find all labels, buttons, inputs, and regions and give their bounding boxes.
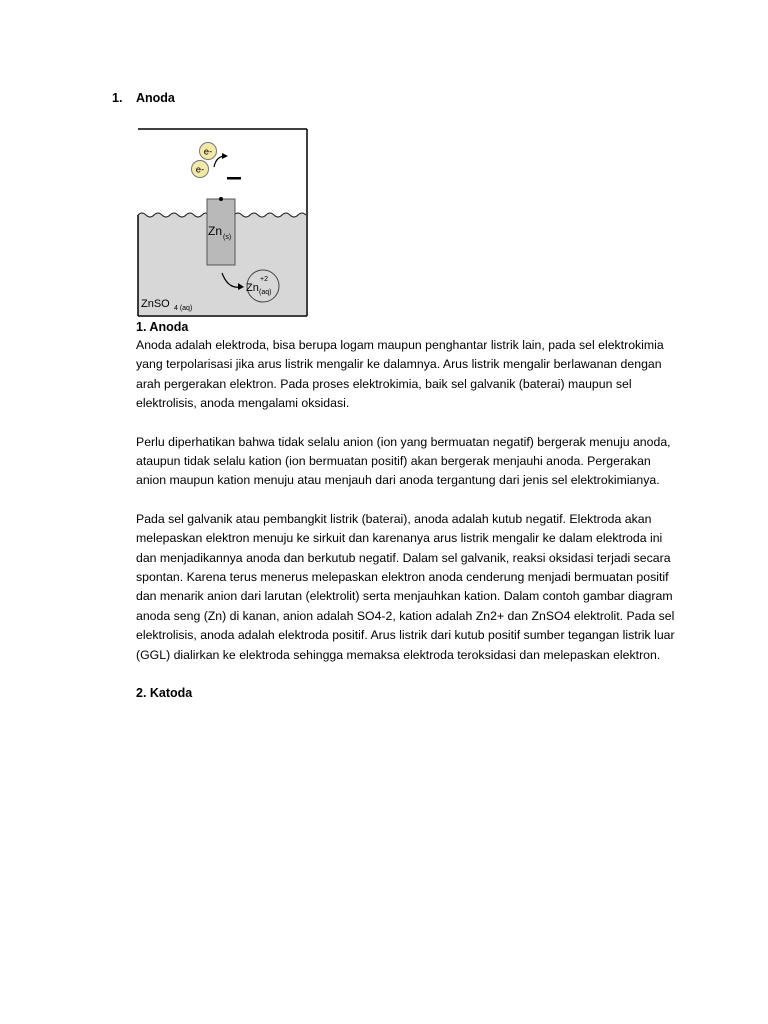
anode-diagram <box>136 127 310 317</box>
section-heading-katoda: 2. Katoda <box>136 686 193 700</box>
electron-arrowhead-icon <box>222 153 228 159</box>
paragraph: Perlu diperhatikan bahwa tidak selalu anion (ion yang bermuatan negatif) bergerak menuju anoda, ataupun tidak selalu kation (ion bermuatan positif) akan bergerak menjauhi anoda. Pergerakan anion maupun kation menuju atau menjauh dari anoda tergantung dari jenis sel elektrokimianya. <box>136 434 671 488</box>
ion-superscript: +2 <box>260 276 268 283</box>
electrode-label: Zn <box>208 224 223 238</box>
minus-sign-icon <box>227 177 241 180</box>
electrode-terminal <box>219 197 223 201</box>
electrode-subscript: (s) <box>223 234 232 241</box>
electron-bottom-label: e- <box>195 164 205 176</box>
ion-label: Zn <box>246 282 259 294</box>
solution-label: ZnSO <box>141 298 170 310</box>
solution-subscript: 4 (aq) <box>174 305 193 312</box>
list-heading-anoda <box>112 91 175 105</box>
section-heading-anoda: 1. Anoda <box>136 320 189 334</box>
paragraph: Anoda adalah elektroda, bisa berupa logam maupun penghantar listrik lain, pada sel elektrokimia yang terpolarisasi jika arus listrik mengalir ke dalamnya. Arus listrik mengalir berlawanan dengan arah pergerakan elektron. Pada proses elektrokimia, baik sel galvanik (baterai) maupun sel elektrolisis, anoda mengalami oksidasi. <box>136 338 664 411</box>
list-label: Anoda <box>136 91 175 105</box>
list-number: 1. <box>112 91 123 105</box>
paragraph: Pada sel galvanik atau pembangkit listrik (baterai), anoda adalah kutub negatif. Elektroda akan melepaskan elektron menuju ke sirkuit dan karenanya arus listrik mengalir ke dalam elektroda ini dan menjadikannya anoda dan berkutub negatif. Dalam sel galvanik, reaksi oksidasi terjadi secara spontan. Karena terus menerus melepaskan elektron anoda cenderung menjadi bermuatan positif dan menarik anion dari larutan (elektrolit) serta menjauhkan kation. Dalam contoh gambar diagram anoda seng (Zn) di kanan, anion adalah SO4-2, kation adalah Zn2+ dan ZnSO4 elektrolit. Pada sel elektrolisis, anoda adalah elektroda positif. Arus listrik dari kutub positif sumber tegangan listrik luar (GGL) dialirkan ke elektroda sehingga memaksa elektroda teroksidasi dan melepaskan elektron. <box>136 511 675 662</box>
section-anoda <box>136 318 676 684</box>
section-katoda <box>136 684 192 702</box>
ion-subscript: (aq) <box>259 289 272 296</box>
electron-top-label: e- <box>203 146 213 158</box>
